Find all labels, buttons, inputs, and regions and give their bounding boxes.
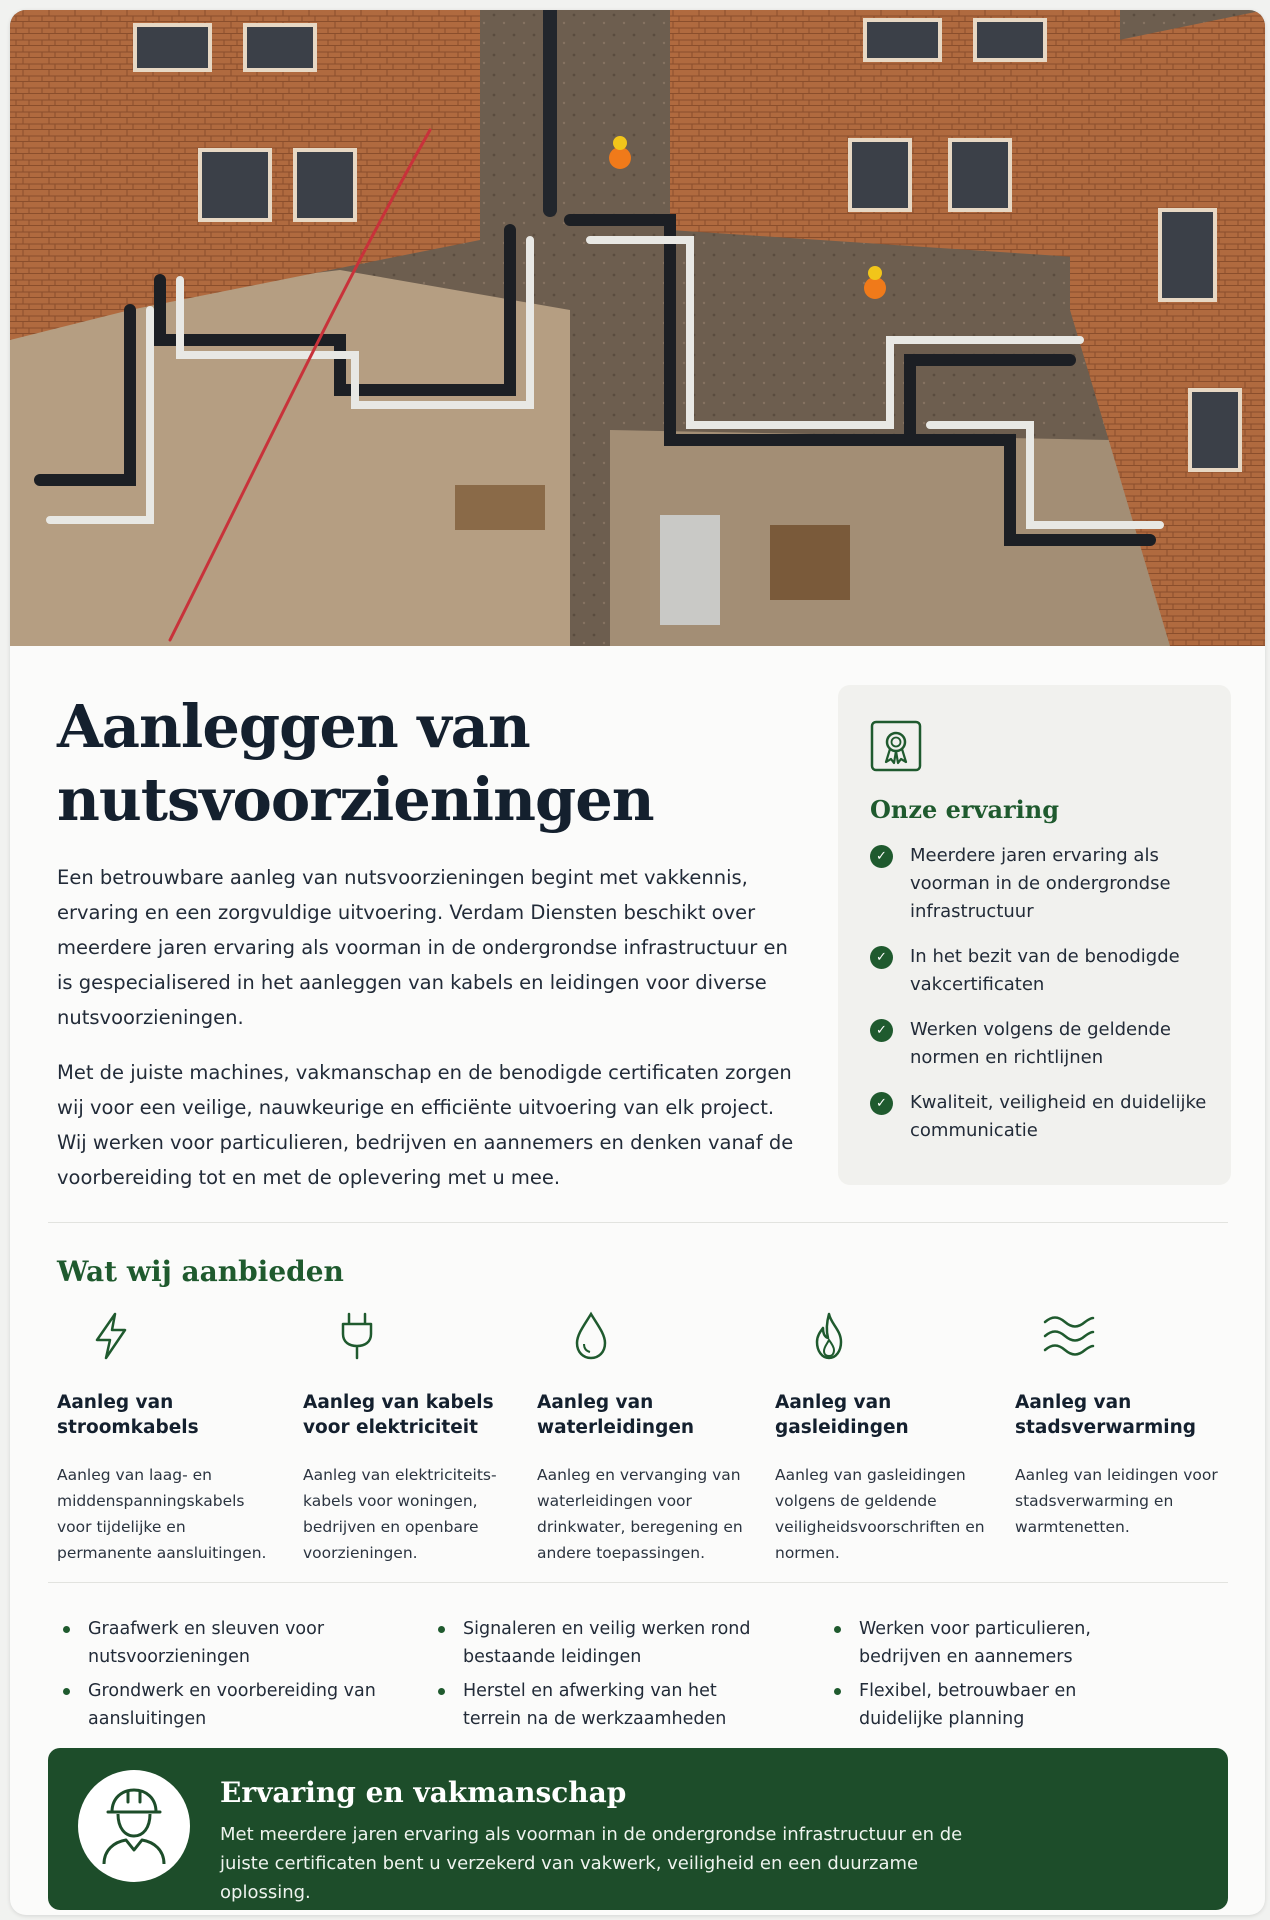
service-title: Aanleg van stadsverwarming [1015,1392,1197,1438]
service-text: Aanleg van leidingen voor stadsverwarming en warmtenetten. [1015,1466,1218,1536]
experience-panel [838,685,1231,1185]
check-icon: ✓ [870,1092,893,1115]
heat-waves-icon [1043,1310,1095,1362]
list-item: Signaleren en veilig werken rond bestaande leidingen [435,1615,765,1671]
service-card-water [537,1310,747,1566]
service-text: Aanleg en vervanging van waterleidingen voor drinkwater, beregening en andere toepassingen. [537,1466,743,1562]
service-title: Aanleg van stroomkabels [57,1392,199,1438]
experience-item: ✓ Werken volgens de geldende normen en richtlijnen [870,1016,1210,1072]
list-item: Grondwerk en voorbereiding van aansluitingen [60,1677,380,1733]
service-card-district-heating [1015,1310,1225,1540]
service-title: Aanleg van gasleidingen [775,1392,909,1438]
list-item: Flexibel, betrouwbaer en duidelijke planning [831,1677,1161,1733]
worker-helmet-icon [98,1786,170,1866]
intro-paragraph-2: Met de juiste machines, vakmanschap en de benodigde certificaten zorgen wij voor een veilige, nauwkeurige en efficiënte uitvoering van elk project. Wij werken voor particulieren, bedrijven en aannemers en denken vanaf de voorbereiding tot en met de oplevering met u mee. [57,1061,794,1189]
flame-icon [803,1310,855,1362]
list-item: Graafwerk en sleuven voor nutsvoorzieningen [60,1615,380,1671]
experience-item: ✓ In het bezit van de benodigde vakcertificaten [870,943,1210,999]
page-title: Aanleggen van nutsvoorzieningen [57,692,654,834]
experience-item: ✓ Meerdere jaren ervaring als voorman in de ondergrondse infrastructuur [870,842,1210,926]
service-card-electricity [303,1310,513,1566]
plug-icon [331,1310,383,1362]
banner-title: Ervaring en vakmanschap [220,1776,627,1809]
check-icon: ✓ [870,845,893,868]
check-icon: ✓ [870,946,893,969]
service-text: Aanleg van gasleidingen volgens de geldende veiligheidsvoorschriften en normen. [775,1466,985,1562]
service-card-power [57,1310,267,1566]
page-card [10,10,1265,1915]
experience-item: ✓ Kwaliteit, veiligheid en duidelijke communicatie [870,1089,1210,1145]
award-certificate-icon [870,720,922,772]
water-drop-icon [565,1310,617,1362]
service-text: Aanleg van laag- en middenspanningskabels voor tijdelijke en permanente aansluitingen. [57,1466,267,1562]
service-text: Aanleg van elektriciteits-kabels voor woningen, bedrijven en openbare voorzieningen. [303,1466,497,1562]
list-item: Herstel en afwerking van het terrein na de werkzaamheden [435,1677,765,1733]
experience-list [870,842,1210,1162]
hero-image [10,10,1265,646]
list-item: Werken voor particulieren, bedrijven en aannemers [831,1615,1161,1671]
banner-text: Met meerdere jaren ervaring als voorman in de ondergrondse infrastructuur en de juiste certificaten bent u verzekerd van vakwerk, veiligheid en een duurzame oplossing. [220,1824,963,1903]
experience-banner [48,1748,1228,1910]
service-card-gas [775,1310,985,1566]
extras-list-2 [435,1615,765,1739]
lightning-icon [85,1310,137,1362]
check-icon: ✓ [870,1019,893,1042]
offer-title: Wat wij aanbieden [57,1255,344,1288]
intro-paragraph-1: Een betrouwbare aanleg van nutsvoorzieningen begint met vakkennis, ervaring en een zorgvuldige uitvoering. Verdam Diensten beschikt over meerdere jaren ervaring als voorman in de ondergrondse infrastructuur en is gespecialisered in het aanleggen van kabels en leidingen voor diverse nutsvoorzieningen. [57,866,788,1029]
service-title: Aanleg van kabels voor elektriciteit [303,1392,494,1438]
divider [48,1582,1228,1583]
experience-title: Onze ervaring [870,795,1060,824]
service-title: Aanleg van waterleidingen [537,1392,695,1438]
extras-list-1 [60,1615,380,1739]
avatar [78,1770,190,1882]
divider [48,1222,1228,1223]
extras-list-3 [831,1615,1161,1739]
